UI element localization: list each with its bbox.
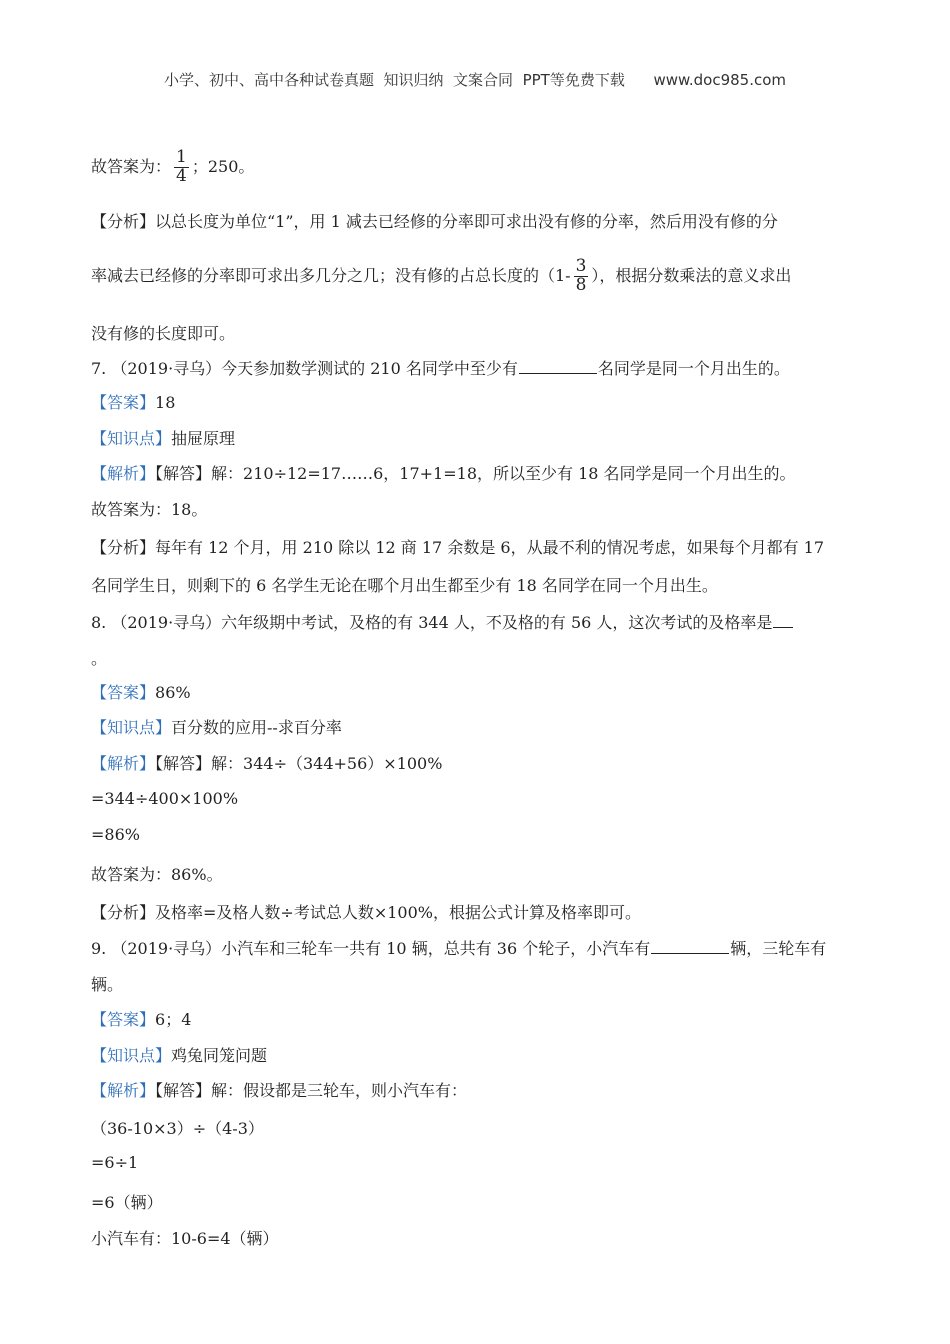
q9-stem-pre: 9. （2019·寻乌）小汽车和三轮车一共有 10 辆，总共有 36 个轮子，小汽车有 [91, 939, 651, 958]
q8-answer [91, 680, 191, 703]
q8-knowledge [91, 715, 342, 738]
answer-blank [773, 613, 793, 628]
q7-conclusion: 故答案为：18。 [91, 500, 208, 519]
q7-stem [91, 356, 790, 379]
q6-fenxi-line3: 没有修的长度即可。 [91, 324, 236, 343]
fraction-numerator: 1 [176, 147, 187, 167]
q9-solution [91, 1078, 467, 1101]
q6-fenxi-text2-post: ），根据分数乘法的意义求出 [591, 265, 792, 285]
q7-fenxi-text1: 每年有 12 个月，用 210 除以 12 商 17 余数是 6，从最不利的情况考虑，如果每个月都有 17 [155, 538, 825, 557]
q9-stem-end: 辆。 [91, 975, 124, 994]
q7-answer-value: 18 [155, 393, 176, 412]
q6-fenxi-line1 [91, 209, 778, 232]
fraction-denominator: 4 [176, 165, 187, 186]
q9-knowledge-value: 鸡兔同笼问题 [171, 1046, 268, 1065]
fenxi-label: 【分析】 [91, 903, 156, 922]
q7-solution-text: 解：210÷12=17……6，17+1=18，所以至少有 18 名同学是同一个月出生的。 [211, 464, 796, 483]
q9-answer-value: 6；4 [155, 1010, 192, 1029]
answer-label: 【答案】 [91, 1010, 156, 1029]
fraction-denominator: 8 [575, 274, 587, 295]
answer-blank [651, 939, 729, 954]
q7-knowledge [91, 426, 235, 449]
q7-answer [91, 390, 175, 413]
q6-conclusion-post: ；250。 [191, 156, 255, 176]
q9-step1: （36-10×3）÷（4-3） [91, 1119, 264, 1138]
answer-blank [519, 359, 597, 374]
q7-stem-post: 名同学是同一个月出生的。 [597, 359, 790, 378]
q8-stem-text: 8. （2019·寻乌）六年级期中考试，及格的有 344 人，不及格的有 56 人，这次考试的及格率是 [91, 613, 773, 632]
knowledge-label: 【知识点】 [91, 1046, 172, 1065]
q9-solution-text: 解：假设都是三轮车，则小汽车有： [211, 1081, 468, 1100]
knowledge-label: 【知识点】 [91, 429, 172, 448]
q8-fenxi-text: 及格率=及格人数÷考试总人数×100%，根据公式计算及格率即可。 [155, 903, 641, 922]
q8-step2: =86% [91, 825, 140, 844]
analysis-label: 【解析】 [91, 754, 156, 773]
q8-stem-end: 。 [91, 649, 108, 668]
q6-fenxi-text1: 以总长度为单位“1”，用 1 减去已经修的分率即可求出没有修的分率，然后用没有修的分 [155, 212, 778, 231]
q7-knowledge-value: 抽屉原理 [171, 429, 236, 448]
solution-label: 【解答】 [155, 464, 212, 483]
q7-fenxi-line1 [91, 535, 824, 558]
q6-conclusion [91, 149, 254, 186]
q9-stem [91, 936, 826, 959]
q7-stem-pre: 7. （2019·寻乌）今天参加数学测试的 210 名同学中至少有 [91, 359, 518, 378]
solution-label: 【解答】 [155, 1081, 212, 1100]
q8-solution [91, 751, 442, 774]
q9-stem-post: 辆，三轮车有 [730, 939, 827, 958]
q8-stem [91, 610, 794, 633]
q6-conclusion-pre: 故答案为： [91, 156, 172, 176]
q9-step2: =6÷1 [91, 1153, 139, 1172]
q9-step3: =6（辆） [91, 1193, 163, 1212]
q8-fenxi [91, 900, 641, 923]
answer-label: 【答案】 [91, 393, 156, 412]
q9-answer [91, 1007, 191, 1030]
q7-fenxi-line2: 名同学生日，则剩下的 6 名学生无论在哪个月出生都至少有 18 名同学在同一个月出生。 [91, 576, 718, 595]
q8-answer-value: 86% [155, 683, 191, 702]
q8-step1: =344÷400×100% [91, 789, 239, 808]
knowledge-label: 【知识点】 [91, 718, 172, 737]
page-header: 小学、初中、高中各种试卷真题 知识归纳 文案合同 PPT等免费下载 www.doc985.com [163, 71, 787, 89]
q9-step4: 小汽车有：10-6=4（辆） [91, 1229, 279, 1248]
answer-label: 【答案】 [91, 683, 156, 702]
q8-knowledge-value: 百分数的应用--求百分率 [171, 718, 342, 737]
q7-solution [91, 461, 796, 484]
fraction-one-quarter [174, 149, 189, 186]
q8-solution-text: 解：344÷（344+56）×100% [211, 754, 443, 773]
fraction-numerator: 3 [575, 256, 587, 276]
q9-knowledge [91, 1043, 267, 1066]
analysis-label: 【解析】 [91, 464, 156, 483]
fraction-three-eighths [574, 258, 589, 295]
fenxi-label: 【分析】 [91, 212, 156, 231]
q6-fenxi-text2-pre: 率减去已经修的分率即可求出多几分之几；没有修的占总长度的（1- [91, 265, 571, 285]
q6-fenxi-line2 [91, 258, 791, 295]
fenxi-label: 【分析】 [91, 538, 156, 557]
solution-label: 【解答】 [155, 754, 212, 773]
q8-conclusion: 故答案为：86%。 [91, 865, 223, 884]
analysis-label: 【解析】 [91, 1081, 156, 1100]
